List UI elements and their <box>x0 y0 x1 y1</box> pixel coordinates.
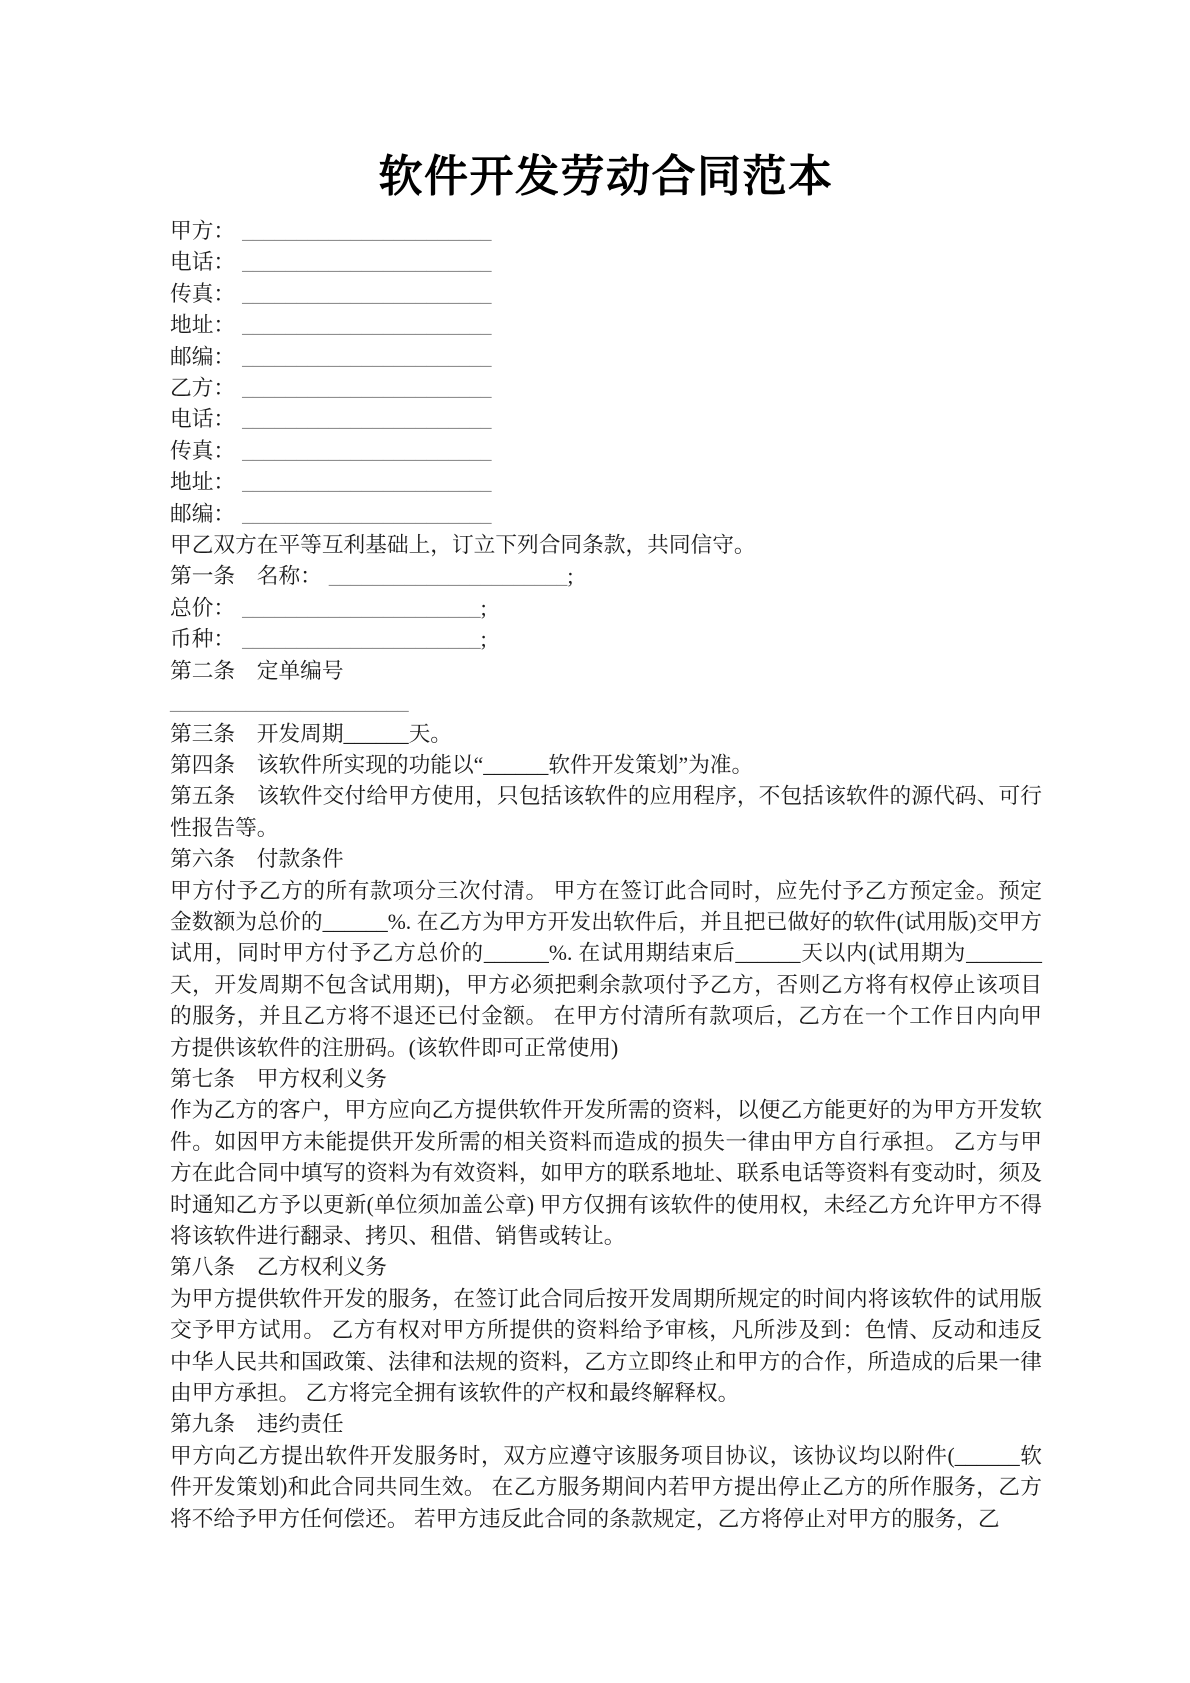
field-label: 邮编： <box>170 501 236 526</box>
fill-in-blank: ______________________ <box>242 595 481 620</box>
field-row-zip-b <box>170 499 1042 530</box>
clause2-fill-in-blank: ______________________ <box>170 690 409 715</box>
fill-in-blank: _______________________ <box>242 376 492 401</box>
field-row-phone-a <box>170 247 1042 278</box>
fill-in-blank: ______________________ <box>242 627 481 652</box>
clause1-name-row <box>170 561 1042 592</box>
field-label: 传真： <box>170 438 236 463</box>
field-label: 邮编： <box>170 344 236 369</box>
field-label: 甲方： <box>170 219 236 243</box>
clause1-currency-suffix: ; <box>480 627 487 652</box>
intro-line: 甲乙双方在平等互利基础上，订立下列合同条款，共同信守。 <box>170 533 756 558</box>
clause1-price-row <box>170 593 1042 624</box>
field-label: 传真： <box>170 281 236 306</box>
clause1-name-label: 第一条 名称： <box>170 564 322 589</box>
field-label: 电话： <box>170 250 236 275</box>
clause1-price-label: 总价： <box>170 595 236 620</box>
clause1-name-suffix: ; <box>567 564 574 589</box>
clause8-paragraph: 为甲方提供软件开发的服务，在签订此合同后按开发周期所规定的时间内将该软件的试用版交予甲方试用。 乙方有权对甲方所提供的资料给予审核，凡所涉及到：色情、反动和违反中华人民共和国政策、法律和法规的资料，乙方立即终止和甲方的合作，所造成的后果一律由甲方承担。 乙方将完全拥有该软件的产权和最终解释权。 <box>170 1286 1042 1406</box>
page-title: 软件开发劳动合同范本 <box>378 152 834 201</box>
clause9-heading: 第九条 违约责任 <box>170 1412 344 1437</box>
fill-in-blank: _______________________ <box>242 407 492 432</box>
field-label: 地址： <box>170 313 236 338</box>
clause1-price-suffix: ; <box>480 595 487 620</box>
clause6-heading: 第六条 付款条件 <box>170 847 344 872</box>
fill-in-blank: _______________________ <box>242 438 492 463</box>
field-row-party-a <box>170 216 1042 247</box>
field-row-address-a <box>170 310 1042 341</box>
clause8-heading: 第八条 乙方权利义务 <box>170 1255 387 1280</box>
field-row-zip-a <box>170 342 1042 373</box>
field-row-address-b <box>170 467 1042 498</box>
field-row-fax-b <box>170 436 1042 467</box>
fill-in-blank: _______________________ <box>242 250 492 275</box>
fill-in-blank: _______________________ <box>242 344 492 369</box>
clause5-paragraph: 第五条 该软件交付给甲方使用，只包括该软件的应用程序，不包括该软件的源代码、可行性报告等。 <box>170 784 1042 840</box>
field-label: 地址： <box>170 470 236 495</box>
clause6-paragraph: 甲方付予乙方的所有款项分三次付清。 甲方在签订此合同时，应先付予乙方预定金。预定金数额为总价的______%. 在乙方为甲方开发出软件后，并且把已做好的软件(试用版)交甲方试用，同时甲方付予乙方总价的______%. 在试用期结束后______天以内(试用期为_______天，开发周期不包含试用期)，甲方必须把剩余款项付予乙方，否则乙方将有权停止该项目的服务，并且乙方将不退还已付金额。 在甲方付清所有款项后，乙方在一个工作日内向甲方提供该软件的注册码。(该软件即可正常使用) <box>170 878 1042 1060</box>
field-row-fax-a <box>170 279 1042 310</box>
clause9-paragraph: 甲方向乙方提出软件开发服务时，双方应遵守该服务项目协议，该协议均以附件(______软件开发策划)和此合同共同生效。 在乙方服务期间内若甲方提出停止乙方的所作服务，乙方将不给予甲方任何偿还。 若甲方违反此合同的条款规定，乙方将停止对甲方的服务，乙 <box>170 1443 1042 1531</box>
fill-in-blank: _______________________ <box>242 501 492 526</box>
fill-in-blank: _______________________ <box>242 281 492 306</box>
fill-in-blank: _______________________ <box>242 313 492 338</box>
clause4-line: 第四条 该软件所实现的功能以“______软件开发策划”为准。 <box>170 752 754 777</box>
clause1-currency-label: 币种： <box>170 627 236 652</box>
clause3-line: 第三条 开发周期______天。 <box>170 721 452 746</box>
field-label: 乙方： <box>170 376 236 401</box>
clause1-currency-row <box>170 624 1042 655</box>
fill-in-blank: _______________________ <box>242 470 492 495</box>
fill-in-blank: _______________________ <box>242 219 492 243</box>
field-label: 电话： <box>170 407 236 432</box>
clause7-heading: 第七条 甲方权利义务 <box>170 1066 387 1091</box>
fill-in-blank: ______________________ <box>328 564 568 589</box>
clause7-paragraph: 作为乙方的客户，甲方应向乙方提供软件开发所需的资料，以便乙方能更好的为甲方开发软件。如因甲方未能提供开发所需的相关资料而造成的损失一律由甲方自行承担。 乙方与甲方在此合同中填写的资料为有效资料，如甲方的联系地址、联系电话等资料有变动时，须及时通知乙方予以更新(单位须加盖公章) 甲方仅拥有该软件的使用权，未经乙方允许甲方不得将该软件进行翻录、拷贝、租借、销售或转让。 <box>170 1098 1042 1248</box>
clause2-heading: 第二条 定单编号 <box>170 658 344 683</box>
field-row-party-b <box>170 373 1042 404</box>
field-row-phone-b <box>170 404 1042 435</box>
